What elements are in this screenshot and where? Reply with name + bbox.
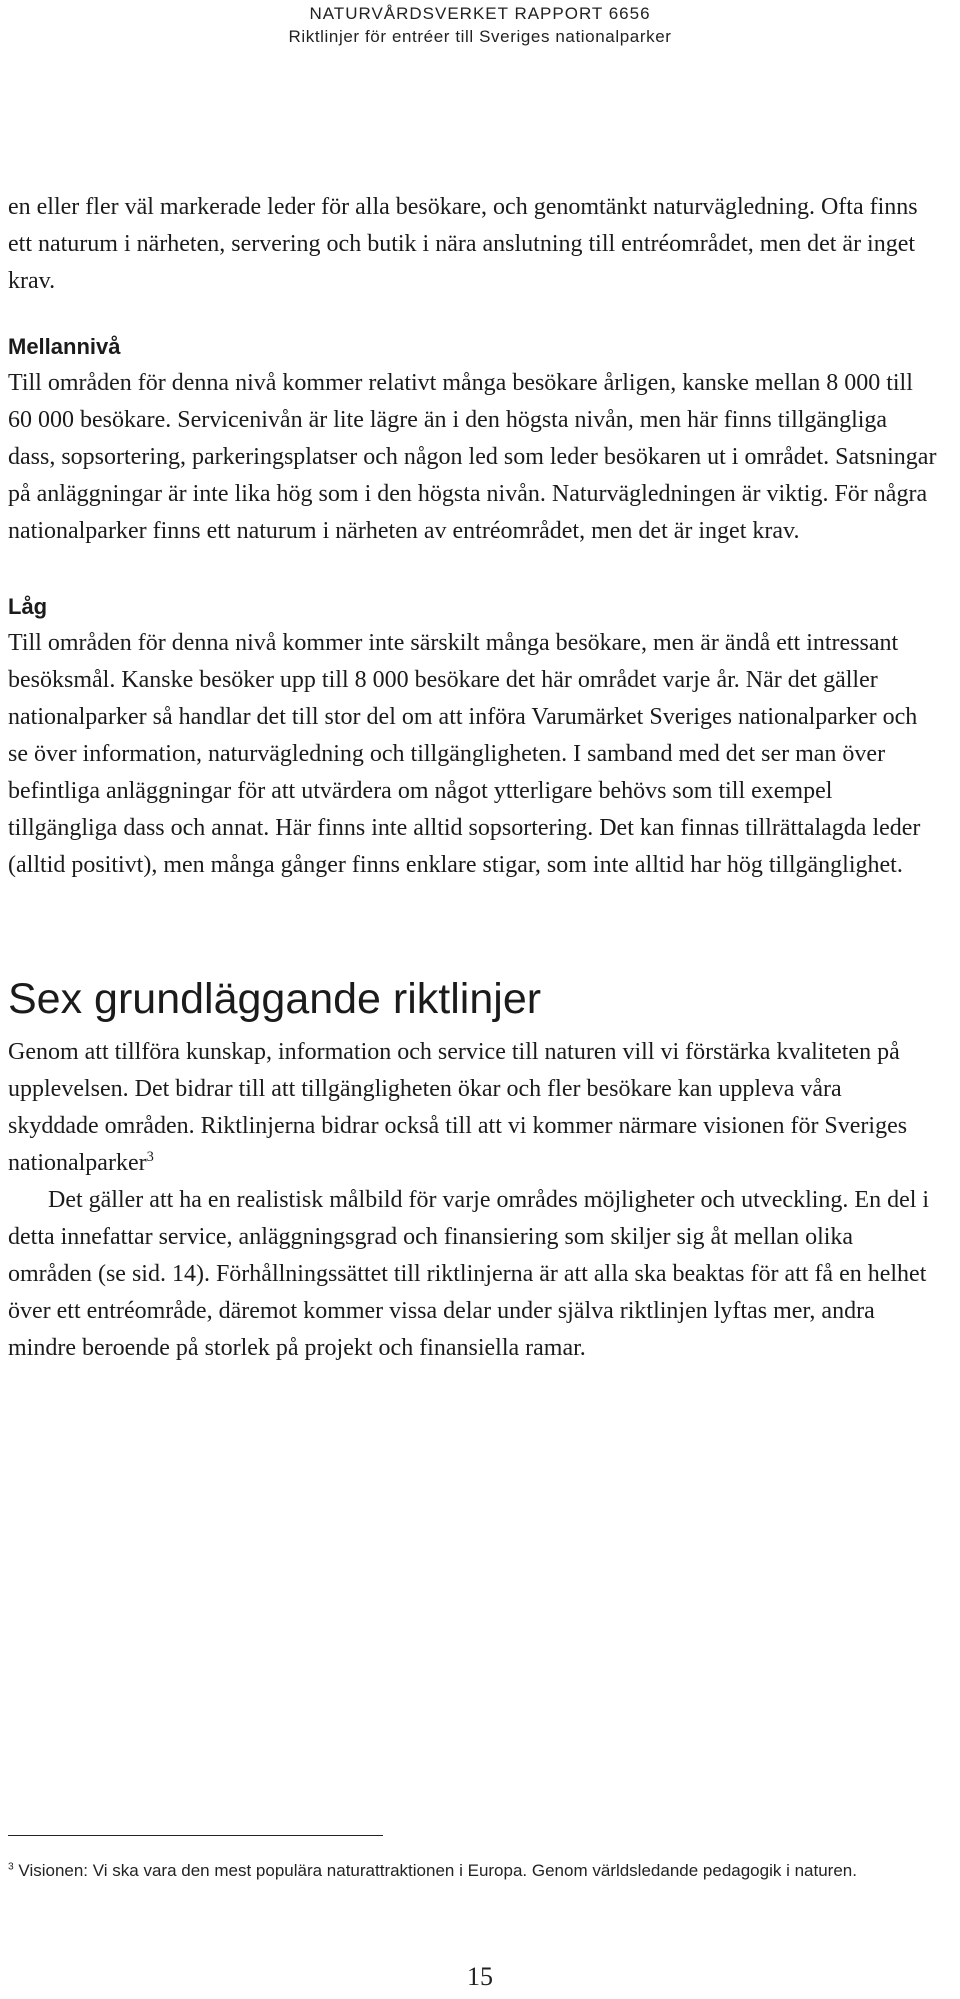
page-number: 15 xyxy=(467,1962,493,1991)
section-title: Sex grundläggande riktlinjer xyxy=(8,975,542,1023)
report-title: NATURVÅRDSVERKET RAPPORT 6656 xyxy=(309,4,651,23)
footnote-text: Visionen: Vi ska vara den mest populära naturattraktionen i Europa. Genom världsledande pedagogik i naturen. xyxy=(18,1861,857,1880)
page-body xyxy=(8,189,938,1367)
intro-paragraph: en eller fler väl markerade leder för alla besökare, och genomtänkt naturvägledning. Ofta finns ett naturum i närheten, servering och butik i nära anslutning till entréområdet, men det är inget krav. xyxy=(8,194,918,294)
spacer xyxy=(8,550,938,588)
section-paragraph-1 xyxy=(8,1034,938,1182)
lag-paragraph: Till områden för denna nivå kommer inte särskilt många besökare, men är ändå ett intressant besöksmål. Kanske besöker upp till 8 000 besökare det här området varje år. När det gäller nationalparker så handlar det till stor del om att införa Varumärket Sveriges nationalparker och se över information, naturvägledning och tillgängligheten. I samband med det ser man över befintliga anläggningar för att utvärdera om något ytterligare behövs som till exempel tillgängliga dass och annat. Här finns inte alltid sopsortering. Det kan finnas tillrättalagda leder (alltid positivt), men många gånger finns enklare stigar, som inte alltid har hög tillgänglighet. xyxy=(8,630,921,878)
section-paragraph-1-text: Genom att tillföra kunskap, information och service till naturen vill vi förstärka kvaliteten på upplevelsen. Det bidrar till att tillgängligheten ökar och fler besökare kan uppleva våra skyddade områden. Riktlinjerna bidrar också till att vi kommer närmare visionen för Sveriges nationalparker xyxy=(8,1039,908,1176)
heading-lag: Låg xyxy=(8,594,48,619)
footnote-divider xyxy=(8,1835,383,1836)
footnote-reference: 3 xyxy=(146,1149,154,1165)
footnote xyxy=(8,1858,938,1884)
report-subtitle: Riktlinjer för entréer till Sveriges nationalparker xyxy=(288,27,672,46)
running-header xyxy=(0,2,960,48)
mellanniva-paragraph: Till områden för denna nivå kommer relativt många besökare årligen, kanske mellan 8 000 till 60 000 besökare. Servicenivån är lite lägre än i den högsta nivån, men här finns tillgängliga dass, sopsortering, parkeringsplatser och någon led som leder besökaren ut i området. Satsningar på anläggningar är inte lika hög som i den högsta nivån. Naturvägledningen är viktig. För några nationalparker finns ett naturum i närheten av entréområdet, men det är inget krav. xyxy=(8,370,937,544)
section-paragraph-2: Det gäller att ha en realistisk målbild för varje områdes möjligheter och utveckling. En del i detta innefattar service, anläggningsgrad och finansiering som skiljer sig åt mellan olika områden (se sid. 14). Förhållningssättet till riktlinjerna är att alla ska beaktas för att få en helhet över ett entréområde, däremot kommer vissa delar under själva riktlinjen lyftas mer, andra mindre beroende på storlek på projekt och finansiella ramar. xyxy=(8,1187,930,1361)
spacer xyxy=(8,884,938,974)
footnote-marker: 3 xyxy=(8,1861,14,1873)
spacer xyxy=(8,300,938,328)
heading-mellanniva: Mellannivå xyxy=(8,334,121,359)
